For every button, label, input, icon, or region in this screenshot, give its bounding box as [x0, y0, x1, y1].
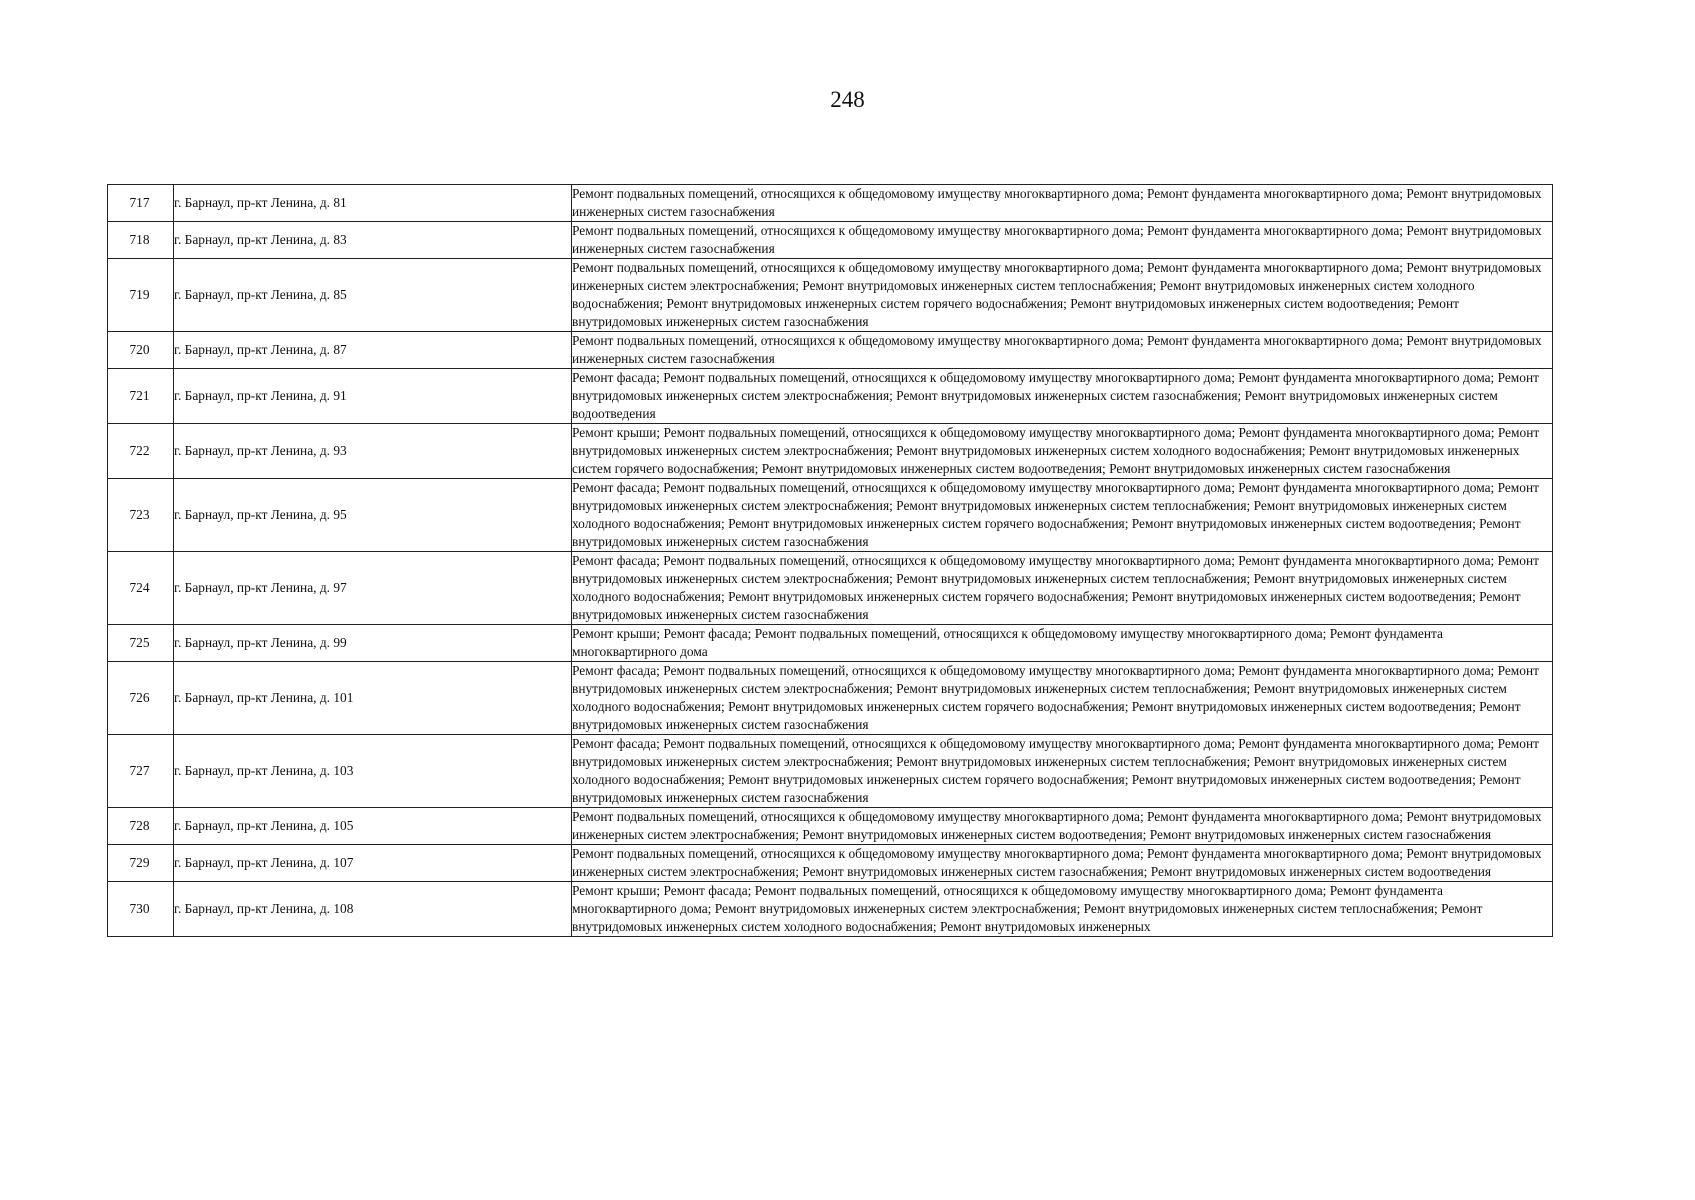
- row-number: 728: [108, 808, 174, 845]
- table-row: [108, 625, 1553, 662]
- row-number: 730: [108, 882, 174, 937]
- row-address: г. Барнаул, пр-кт Ленина, д. 85: [174, 259, 572, 332]
- row-address: г. Барнаул, пр-кт Ленина, д. 107: [174, 845, 572, 882]
- row-number: 721: [108, 369, 174, 424]
- row-number: 729: [108, 845, 174, 882]
- works-table-body: [108, 185, 1553, 937]
- table-row: [108, 845, 1553, 882]
- table-row: [108, 808, 1553, 845]
- row-works: Ремонт подвальных помещений, относящихся к общедомовому имуществу многоквартирного дома; Ремонт фундамента многоквартирного дома; Ремонт внутридомовых инженерных систем газоснабжения: [572, 185, 1553, 222]
- row-number: 723: [108, 479, 174, 552]
- row-works: Ремонт подвальных помещений, относящихся к общедомовому имуществу многоквартирного дома; Ремонт фундамента многоквартирного дома; Ремонт внутридомовых инженерных систем газоснабжения: [572, 222, 1553, 259]
- table-row: [108, 185, 1553, 222]
- row-number: 722: [108, 424, 174, 479]
- table-row: [108, 222, 1553, 259]
- row-address: г. Барнаул, пр-кт Ленина, д. 81: [174, 185, 572, 222]
- row-address: г. Барнаул, пр-кт Ленина, д. 103: [174, 735, 572, 808]
- table-row: [108, 552, 1553, 625]
- row-number: 720: [108, 332, 174, 369]
- row-number: 726: [108, 662, 174, 735]
- table-row: [108, 882, 1553, 937]
- row-address: г. Барнаул, пр-кт Ленина, д. 93: [174, 424, 572, 479]
- row-works: Ремонт подвальных помещений, относящихся к общедомовому имуществу многоквартирного дома; Ремонт фундамента многоквартирного дома; Ремонт внутридомовых инженерных систем электроснабжения; Ремонт внутридомовых инженерных систем газоснабжения; Ремонт внутридомовых инженерных систем водоотведения: [572, 845, 1553, 882]
- row-number: 719: [108, 259, 174, 332]
- row-works: Ремонт подвальных помещений, относящихся к общедомовому имуществу многоквартирного дома; Ремонт фундамента многоквартирного дома; Ремонт внутридомовых инженерных систем газоснабжения: [572, 332, 1553, 369]
- table-row: [108, 259, 1553, 332]
- row-works: Ремонт подвальных помещений, относящихся к общедомовому имуществу многоквартирного дома; Ремонт фундамента многоквартирного дома; Ремонт внутридомовых инженерных систем электроснабжения; Ремонт внутридомовых инженерных систем теплоснабжения; Ремонт внутридомовых инженерных систем холодного водоснабжения; Ремонт внутридомовых инженерных систем горячего водоснабжения; Ремонт внутридомовых инженерных систем водоотведения; Ремонт внутридомовых инженерных систем газоснабжения: [572, 259, 1553, 332]
- row-address: г. Барнаул, пр-кт Ленина, д. 105: [174, 808, 572, 845]
- table-row: [108, 479, 1553, 552]
- row-works: Ремонт фасада; Ремонт подвальных помещений, относящихся к общедомовому имуществу многоквартирного дома; Ремонт фундамента многоквартирного дома; Ремонт внутридомовых инженерных систем электроснабжения; Ремонт внутридомовых инженерных систем теплоснабжения; Ремонт внутридомовых инженерных систем холодного водоснабжения; Ремонт внутридомовых инженерных систем горячего водоснабжения; Ремонт внутридомовых инженерных систем водоотведения; Ремонт внутридомовых инженерных систем газоснабжения: [572, 662, 1553, 735]
- row-works: Ремонт крыши; Ремонт фасада; Ремонт подвальных помещений, относящихся к общедомовому имуществу многоквартирного дома; Ремонт фундамента многоквартирного дома: [572, 625, 1553, 662]
- row-number: 725: [108, 625, 174, 662]
- row-address: г. Барнаул, пр-кт Ленина, д. 87: [174, 332, 572, 369]
- row-works: Ремонт фасада; Ремонт подвальных помещений, относящихся к общедомовому имуществу многоквартирного дома; Ремонт фундамента многоквартирного дома; Ремонт внутридомовых инженерных систем электроснабжения; Ремонт внутридомовых инженерных систем теплоснабжения; Ремонт внутридомовых инженерных систем холодного водоснабжения; Ремонт внутридомовых инженерных систем горячего водоснабжения; Ремонт внутридомовых инженерных систем водоотведения; Ремонт внутридомовых инженерных систем газоснабжения: [572, 479, 1553, 552]
- row-number: 727: [108, 735, 174, 808]
- row-number: 718: [108, 222, 174, 259]
- table-row: [108, 662, 1553, 735]
- row-address: г. Барнаул, пр-кт Ленина, д. 101: [174, 662, 572, 735]
- row-address: г. Барнаул, пр-кт Ленина, д. 95: [174, 479, 572, 552]
- works-table: [107, 184, 1553, 937]
- row-works: Ремонт подвальных помещений, относящихся к общедомовому имуществу многоквартирного дома; Ремонт фундамента многоквартирного дома; Ремонт внутридомовых инженерных систем электроснабжения; Ремонт внутридомовых инженерных систем водоотведения; Ремонт внутридомовых инженерных систем газоснабжения: [572, 808, 1553, 845]
- table-row: [108, 424, 1553, 479]
- row-number: 724: [108, 552, 174, 625]
- row-works: Ремонт крыши; Ремонт фасада; Ремонт подвальных помещений, относящихся к общедомовому имуществу многоквартирного дома; Ремонт фундамента многоквартирного дома; Ремонт внутридомовых инженерных систем электроснабжения; Ремонт внутридомовых инженерных систем теплоснабжения; Ремонт внутридомовых инженерных систем холодного водоснабжения; Ремонт внутридомовых инженерных: [572, 882, 1553, 937]
- row-address: г. Барнаул, пр-кт Ленина, д. 108: [174, 882, 572, 937]
- row-works: Ремонт фасада; Ремонт подвальных помещений, относящихся к общедомовому имуществу многоквартирного дома; Ремонт фундамента многоквартирного дома; Ремонт внутридомовых инженерных систем электроснабжения; Ремонт внутридомовых инженерных систем газоснабжения; Ремонт внутридомовых инженерных систем водоотведения: [572, 369, 1553, 424]
- row-address: г. Барнаул, пр-кт Ленина, д. 91: [174, 369, 572, 424]
- row-works: Ремонт крыши; Ремонт подвальных помещений, относящихся к общедомовому имуществу многоквартирного дома; Ремонт фундамента многоквартирного дома; Ремонт внутридомовых инженерных систем электроснабжения; Ремонт внутридомовых инженерных систем холодного водоснабжения; Ремонт внутридомовых инженерных систем горячего водоснабжения; Ремонт внутридомовых инженерных систем водоотведения; Ремонт внутридомовых инженерных систем газоснабжения: [572, 424, 1553, 479]
- row-address: г. Барнаул, пр-кт Ленина, д. 83: [174, 222, 572, 259]
- page-number: 248: [830, 87, 865, 112]
- row-works: Ремонт фасада; Ремонт подвальных помещений, относящихся к общедомовому имуществу многоквартирного дома; Ремонт фундамента многоквартирного дома; Ремонт внутридомовых инженерных систем электроснабжения; Ремонт внутридомовых инженерных систем теплоснабжения; Ремонт внутридомовых инженерных систем холодного водоснабжения; Ремонт внутридомовых инженерных систем горячего водоснабжения; Ремонт внутридомовых инженерных систем водоотведения; Ремонт внутридомовых инженерных систем газоснабжения: [572, 552, 1553, 625]
- row-address: г. Барнаул, пр-кт Ленина, д. 97: [174, 552, 572, 625]
- table-row: [108, 735, 1553, 808]
- table-row: [108, 369, 1553, 424]
- row-address: г. Барнаул, пр-кт Ленина, д. 99: [174, 625, 572, 662]
- row-works: Ремонт фасада; Ремонт подвальных помещений, относящихся к общедомовому имуществу многоквартирного дома; Ремонт фундамента многоквартирного дома; Ремонт внутридомовых инженерных систем электроснабжения; Ремонт внутридомовых инженерных систем теплоснабжения; Ремонт внутридомовых инженерных систем холодного водоснабжения; Ремонт внутридомовых инженерных систем горячего водоснабжения; Ремонт внутридомовых инженерных систем водоотведения; Ремонт внутридомовых инженерных систем газоснабжения: [572, 735, 1553, 808]
- table-row: [108, 332, 1553, 369]
- row-number: 717: [108, 185, 174, 222]
